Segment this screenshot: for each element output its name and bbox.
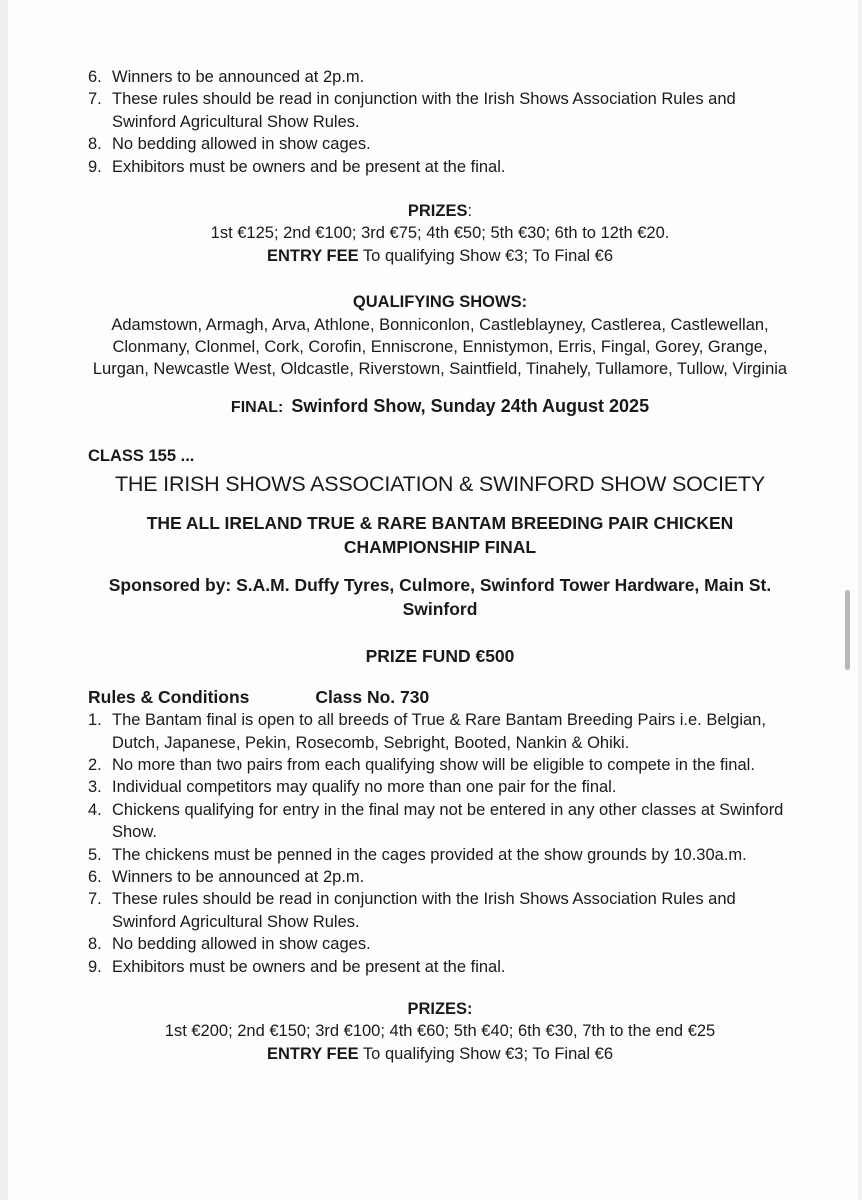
prizes-list-1: 1st €125; 2nd €100; 3rd €75; 4th €50; 5th €30; 6th to 12th €20. [210, 224, 670, 243]
society-title: THE IRISH SHOWS ASSOCIATION & SWINFORD SHOW SOCIETY [115, 471, 765, 496]
entry-fee-1: ENTRY FEE To qualifying Show €3; To Final €6 [266, 246, 614, 265]
sponsor-line: Sponsored by: S.A.M. Duffy Tyres, Culmore, Swinford Tower Hardware, Main St. Swinford [108, 574, 772, 619]
list-item: 4. Chickens qualifying for entry in the final may not be entered in any other classes at Swinford Show. [88, 800, 784, 842]
championship-title: THE ALL IRELAND TRUE & RARE BANTAM BREEDING PAIR CHICKEN CHAMPIONSHIP FINAL [146, 512, 734, 557]
prize-fund: PRIZE FUND €500 [365, 645, 515, 666]
qualifying-heading: QUALIFYING SHOWS: [352, 293, 528, 312]
list-item: 8. No bedding allowed in show cages. [88, 135, 371, 154]
class-number: CLASS 155 ... [88, 447, 195, 466]
list-item: 8. No bedding allowed in show cages. [88, 935, 371, 954]
list-item: 7. These rules should be read in conjunction with the Irish Shows Association Rules and Swinford Agricultural Show Rules. [88, 90, 736, 131]
list-item: 9. Exhibitors must be owners and be present at the final. [88, 957, 506, 976]
rules-list-part1 [88, 66, 792, 178]
list-item: 6. Winners to be announced at 2p.m. [88, 867, 365, 886]
list-item: 6. Winners to be announced at 2p.m. [88, 68, 365, 86]
list-item: 3. Individual competitors may qualify no more than one pair for the final. [88, 778, 617, 797]
final-line: FINAL: Swinford Show, Sunday 24th August 2025 [230, 395, 650, 416]
rules-list-part2 [88, 709, 792, 978]
qualifying-list: Adamstown, Armagh, Arva, Athlone, Bonniconlon, Castleblayney, Castlerea, Castlewellan, Clonmany, Clonmel, Cork, Corofin, Enniscrone, Ennistymon, Erris, Fingal, Gorey, Grange, Lurgan, Newcastle West, Oldcastle, Riverstown, Saintfield, Tinahely, Tullamore, Tullow, Virginia [92, 315, 788, 379]
prizes-heading-2: PRIZES: [407, 999, 473, 1018]
list-item: 2. No more than two pairs from each qualifying show will be eligible to compete in the final. [88, 755, 755, 774]
list-item: 5. The chickens must be penned in the cages provided at the show grounds by 10.30a.m. [88, 845, 747, 864]
list-item: 1. The Bantam final is open to all breeds of True & Rare Bantam Breeding Pairs i.e. Belgian, Dutch, Japanese, Pekin, Rosecomb, Sebright, Booted, Nankin & Ohiki. [88, 711, 766, 752]
prizes-heading-1: PRIZES: [407, 202, 473, 221]
prizes-list-2: 1st €200; 2nd €150; 3rd €100; 4th €60; 5th €40; 6th €30, 7th to the end €25 [164, 1022, 716, 1041]
scrollbar-thumb[interactable] [845, 590, 850, 670]
list-item: 9. Exhibitors must be owners and be present at the final. [88, 157, 506, 176]
rules-heading: Rules & Conditions Class No. 730 [88, 687, 430, 708]
document-content [88, 66, 792, 1065]
list-item: 7. These rules should be read in conjunction with the Irish Shows Association Rules and Swinford Agricultural Show Rules. [88, 890, 736, 931]
entry-fee-2: ENTRY FEE To qualifying Show €3; To Final €6 [266, 1044, 614, 1063]
